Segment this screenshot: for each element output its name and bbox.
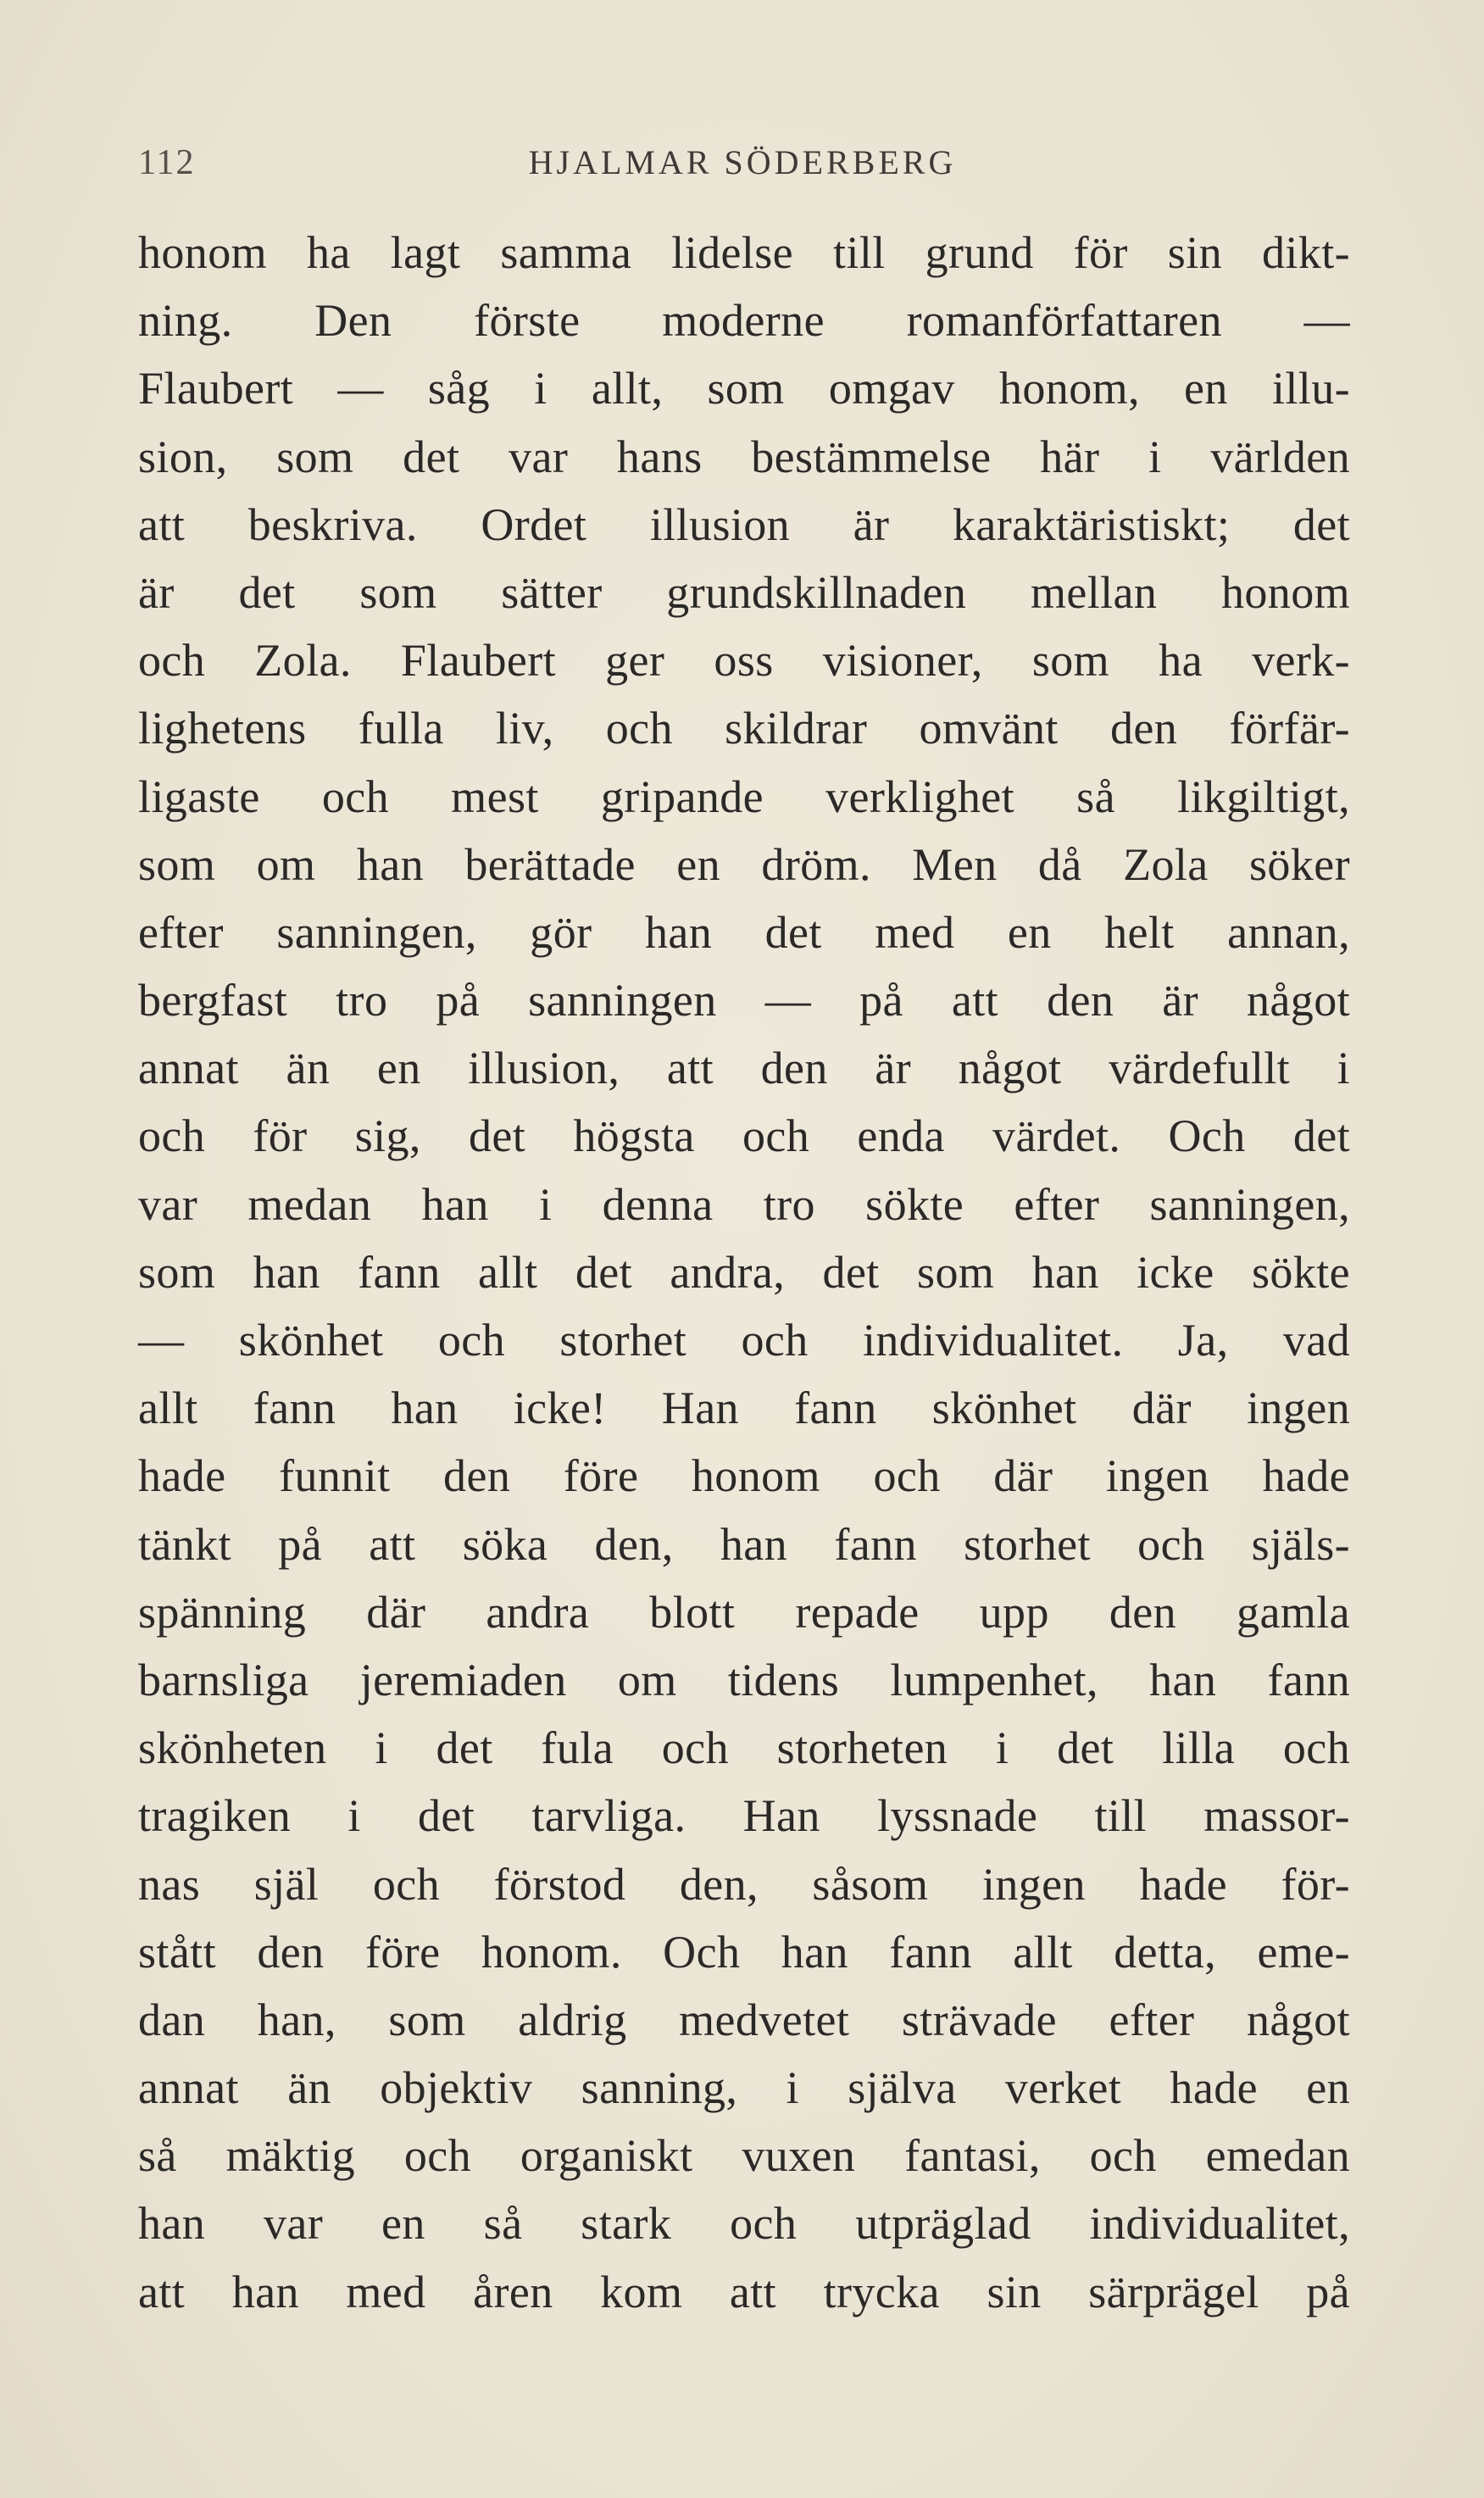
text-line: honom ha lagt samma lidelse till grund för sin dikt- (138, 227, 1350, 278)
text-line: ligaste och mest gripande verklighet så likgiltigt, (138, 771, 1350, 822)
text-line: nas själ och förstod den, såsom ingen hade för- (138, 1858, 1350, 1910)
text-line: annat än en illusion, att den är något värdefullt i (138, 1043, 1350, 1094)
text-line: som om han berättade en dröm. Men då Zola söker (138, 838, 1350, 890)
text-line: lighetens fulla liv, och skildrar omvänt den förfär- (138, 703, 1350, 754)
text-line: att beskriva. Ordet illusion är karaktäristiskt; det (138, 498, 1350, 550)
page-header (138, 142, 1347, 193)
text-line: dan han, som aldrig medvetet strävade efter något (138, 1994, 1350, 2045)
text-line: allt fann han icke! Han fann skönhet där ingen (138, 1383, 1350, 1434)
text-line: skönheten i det fula och storheten i det lilla och (138, 1722, 1350, 1774)
text-line: stått den före honom. Och han fann allt detta, eme- (138, 1926, 1350, 1978)
text-line: han var en så stark och utpräglad individualitet, (138, 2198, 1350, 2250)
text-line: spänning där andra blott repade upp den gamla (138, 1586, 1350, 1638)
text-line: tragiken i det tarvliga. Han lyssnade till massor- (138, 1790, 1350, 1842)
text-line: efter sanningen, gör han det med en helt annan, (138, 906, 1350, 958)
text-line: är det som sätter grundskillnaden mellan honom (138, 566, 1350, 618)
text-line: hade funnit den före honom och där ingen hade (138, 1450, 1350, 1502)
body-text (138, 219, 1350, 2326)
text-line: så mäktig och organiskt vuxen fantasi, och emedan (138, 2130, 1350, 2182)
text-line: tänkt på att söka den, han fann storhet och själs- (138, 1518, 1350, 1570)
text-line: — skönhet och storhet och individualitet. Ja, vad (138, 1315, 1350, 1366)
text-line: som han fann allt det andra, det som han icke sökte (138, 1246, 1350, 1298)
text-line: sion, som det var hans bestämmelse här i världen (138, 431, 1350, 482)
text-line: och för sig, det högsta och enda värdet. Och det (138, 1110, 1350, 1162)
text-line: annat än objektiv sanning, i själva verket hade en (138, 2062, 1350, 2114)
text-line: och Zola. Flaubert ger oss visioner, som ha verk- (138, 635, 1350, 687)
text-line: bergfast tro på sanningen — på att den är något (138, 975, 1350, 1026)
text-line: ning. Den förste moderne romanförfattaren — (138, 295, 1350, 347)
page-number: 112 (138, 143, 196, 182)
text-line: Flaubert — såg i allt, som omgav honom, en illu- (138, 363, 1350, 414)
running-head: HJALMAR SÖDERBERG (528, 143, 957, 181)
text-line: barnsliga jeremiaden om tidens lumpenhet, han fann (138, 1654, 1350, 1705)
text-line: var medan han i denna tro sökte efter sanningen, (138, 1178, 1350, 1230)
text-line: att han med åren kom att trycka sin särprägel på (138, 2266, 1350, 2317)
